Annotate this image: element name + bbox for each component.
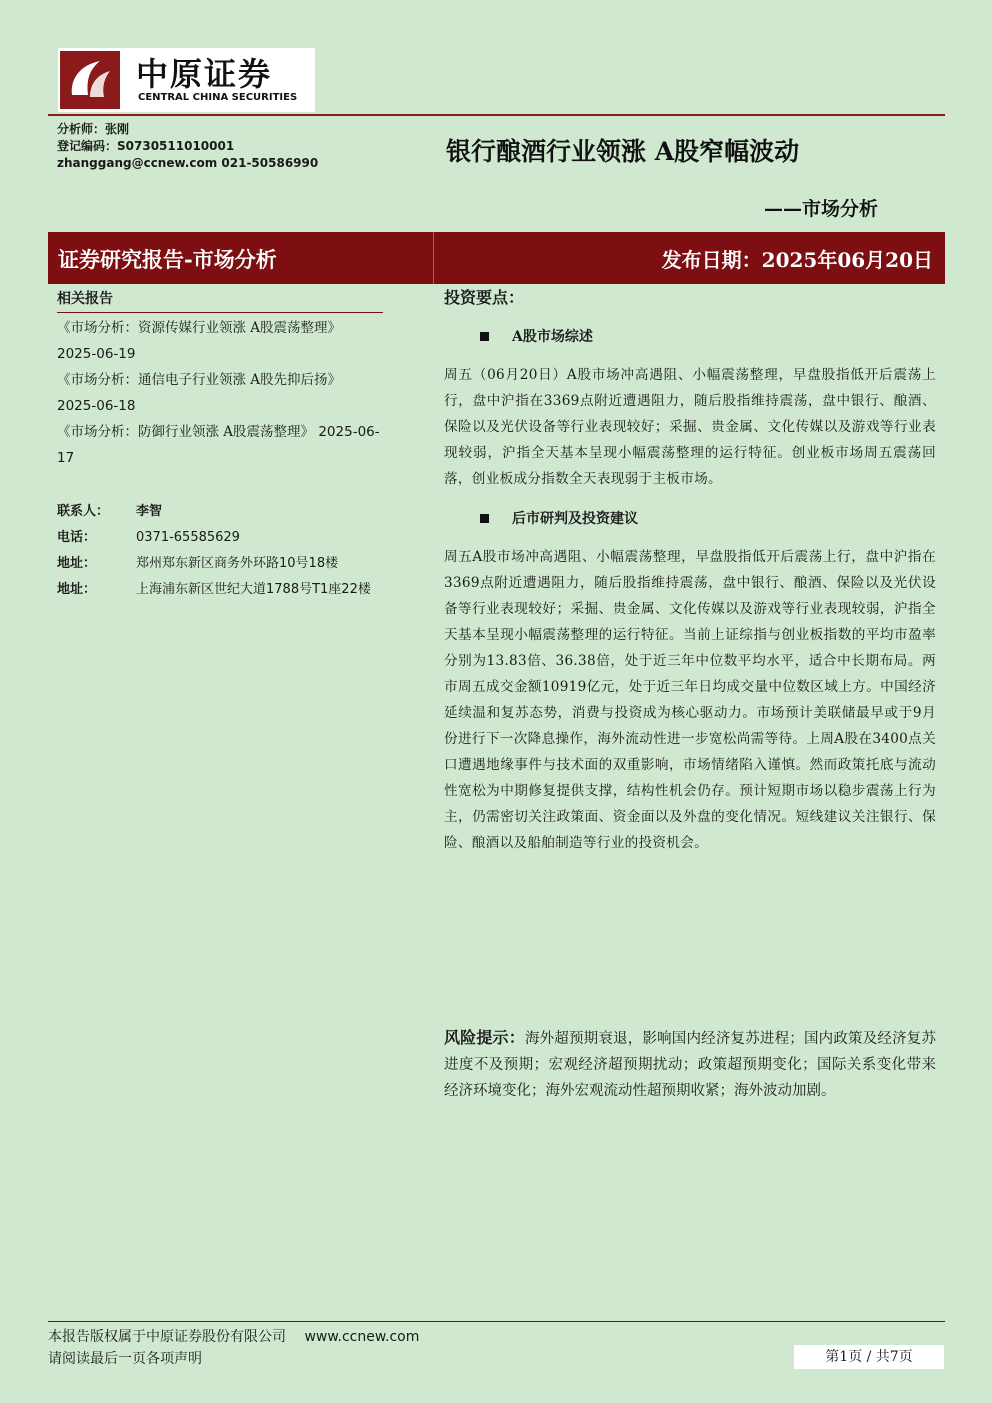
report-subtitle: ——市场分析 <box>764 198 879 220</box>
related-item-date: 2025-06-17 <box>57 424 380 466</box>
contact-phone: 0371-65585629 <box>136 530 240 545</box>
logo-name-en: CENTRAL CHINA SECURITIES <box>138 92 298 103</box>
contact-person: 李智 <box>136 504 163 519</box>
page-indicator: 第1页 / 共7页 <box>794 1345 944 1369</box>
banner-divider <box>433 232 434 284</box>
related-item-date: 2025-06-18 <box>57 398 136 414</box>
highlights-heading: 投资要点： <box>444 288 525 307</box>
analyst-info <box>57 121 318 172</box>
analyst-registration: 登记编码：S0730511010001 <box>57 139 235 153</box>
risk-warning <box>444 1025 936 1104</box>
contact-person-label: 联系人： <box>57 504 110 519</box>
footer-website-link[interactable]: www.ccnew.com <box>304 1329 420 1345</box>
section-market-review-text: 周五（06月20日）A股市场冲高遇阻、小幅震荡整理，早盘股指低开后震荡上行，盘中沪指在3369点附近遭遇阻力，随后股指维持震荡，盘中银行、酿酒、保险以及光伏设备等行业表现较好；采掘、贵金属、文化传媒以及游戏等行业表现较弱，沪指全天基本呈现小幅震荡整理的运行特征。创业板市场周五震荡回落，创业板成分指数全天表现弱于主板市场。 <box>444 367 936 487</box>
footer-divider <box>48 1321 945 1322</box>
related-item-title: 《市场分析：防御行业领涨 A股震荡整理》 <box>57 424 315 440</box>
contact-address-label: 地址： <box>57 582 97 597</box>
section-outlook-title: 后市研判及投资建议 <box>512 511 638 527</box>
section-market-review-heading <box>444 324 936 350</box>
report-title: 银行酿酒行业领涨 A股窄幅波动 <box>446 137 800 166</box>
risk-text: 海外超预期衰退，影响国内经济复苏进程；国内政策及经济复苏进度不及预期；宏观经济超预期扰动；政策超预期变化；国际关系变化带来经济环境变化；海外宏观流动性超预期收紧；海外波动加剧。 <box>444 1031 936 1099</box>
investment-highlights <box>444 286 936 856</box>
footer <box>48 1326 419 1370</box>
contact-person-row <box>57 499 383 525</box>
banner-publish-date: 发布日期：2025年06月20日 <box>661 248 933 272</box>
related-item-title: 《市场分析：资源传媒行业领涨 A股震荡整理》 <box>57 320 342 336</box>
report-banner <box>48 232 945 284</box>
related-item-title: 《市场分析：通信电子行业领涨 A股先抑后扬》 <box>57 372 342 388</box>
related-divider <box>57 312 383 313</box>
risk-label: 风险提示： <box>444 1028 525 1047</box>
company-logo <box>58 48 315 112</box>
section-outlook-heading <box>444 506 936 532</box>
footer-copyright-line <box>48 1326 419 1348</box>
related-heading: 相关报告 <box>57 291 113 307</box>
contact-info <box>57 499 383 603</box>
related-item[interactable] <box>57 367 383 419</box>
related-reports <box>57 288 383 471</box>
analyst-contact: zhanggang@ccnew.com 021-50586990 <box>57 156 319 170</box>
contact-address-row <box>57 577 383 603</box>
analyst-name: 分析师：张刚 <box>57 122 130 136</box>
related-list <box>57 315 383 471</box>
banner-report-type: 证券研究报告-市场分析 <box>58 247 277 272</box>
contact-address-zhengzhou: 郑州郑东新区商务外环路10号18楼 <box>136 556 339 571</box>
section-outlook-text: 周五A股市场冲高遇阻、小幅震荡整理，早盘股指低开后震荡上行，盘中沪指在3369点附近遭遇阻力，随后股指维持震荡，盘中银行、酿酒、保险以及光伏设备等行业表现较好；采掘、贵金属、文化传媒以及游戏等行业表现较弱，沪指全天基本呈现小幅震荡整理的运行特征。当前上证综指与创业板指数的平均市盈率分别为13.83倍、36.38倍，处于近三年中位数平均水平，适合中长期布局。两市周五成交金额10919亿元，处于近三年日均成交量中位数区域上方。中国经济延续温和复苏态势，消费与投资成为核心驱动力。市场预计美联储最早或于9月份进行下一次降息操作，海外流动性进一步宽松尚需等待。上周A股在3400点关口遭遇地缘事件与技术面的双重影响，市场情绪陷入谨慎。然而政策托底与流动性宽松为中期修复提供支撑，结构性机会仍存。预计短期市场以稳步震荡上行为主，仍需密切关注政策面、资金面以及外盘的变化情况。短线建议关注银行、保险、酿酒以及船舶制造等行业的投资机会。 <box>444 549 936 851</box>
footer-copyright: 本报告版权属于中原证券股份有限公司 <box>48 1329 286 1345</box>
header-divider <box>48 114 945 116</box>
contact-address-row <box>57 551 383 577</box>
contact-phone-row <box>57 525 383 551</box>
contact-address-label: 地址： <box>57 556 97 571</box>
related-item[interactable] <box>57 315 383 367</box>
logo-emblem-icon <box>60 51 120 109</box>
related-item[interactable] <box>57 419 383 471</box>
bullet-square-icon <box>480 332 489 341</box>
bullet-square-icon <box>480 514 489 523</box>
related-item-date: 2025-06-19 <box>57 346 136 362</box>
section-market-review-title: A股市场综述 <box>512 329 593 345</box>
contact-address-shanghai: 上海浦东新区世纪大道1788号T1座22楼 <box>136 582 371 597</box>
contact-phone-label: 电话： <box>57 530 97 545</box>
footer-disclaimer: 请阅读最后一页各项声明 <box>48 1351 202 1367</box>
logo-name-cn: 中原证券 <box>136 55 273 93</box>
